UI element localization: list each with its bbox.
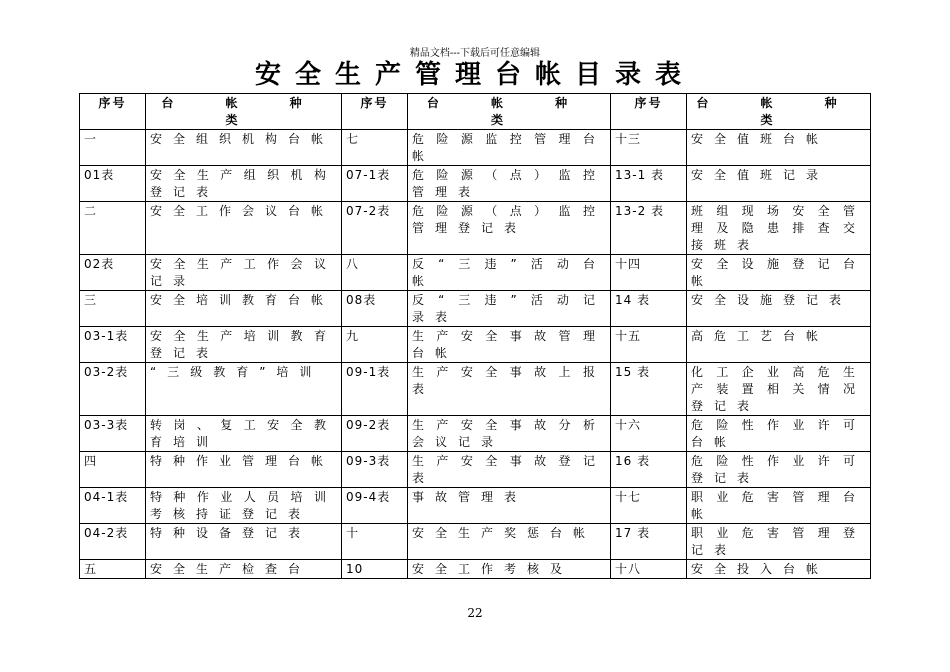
ledger-seq-cell: 四 [80,452,146,488]
ledger-seq-cell: 07-1表 [342,166,408,202]
ledger-name-cell: 安全组织机构台帐 [146,130,342,166]
ledger-seq-cell: 十六 [611,416,687,452]
ledger-seq-cell: 十四 [611,255,687,291]
ledger-name-cell: 安全生产奖惩台帐 [408,524,611,560]
ledger-name-cell: 安全培训教育台帐 [146,291,342,327]
ledger-seq-cell: 08表 [342,291,408,327]
ledger-name-cell: 职业危害管理登记表 [687,524,871,560]
ledger-seq-cell: 十五 [611,327,687,363]
ledger-seq-cell: 04-1表 [80,488,146,524]
ledger-seq-cell: 一 [80,130,146,166]
seq-header: 序号 [611,94,687,130]
table-row [80,452,871,488]
ledger-seq-cell: 十七 [611,488,687,524]
ledger-seq-cell: 七 [342,130,408,166]
name-header: 台 帐 种 类 [146,94,342,130]
ledger-name-cell: 安全工作会议台帐 [146,202,342,255]
header-note: 精品文档---下载后可任意编辑 [409,48,541,59]
ledger-seq-cell: 13-2 表 [611,202,687,255]
ledger-name-cell: 高危工艺台帐 [687,327,871,363]
ledger-name-cell: 特种设备登记表 [146,524,342,560]
ledger-name-cell: 安全设施登记表 [687,291,871,327]
ledger-name-cell: 反“三违”活动台帐 [408,255,611,291]
ledger-name-cell: 生产安全事故分析会议记录 [408,416,611,452]
ledger-seq-cell: 16 表 [611,452,687,488]
table-row [80,416,871,452]
ledger-name-cell: 安全生产工作会议记录 [146,255,342,291]
ledger-name-cell: 特种作业管理台帐 [146,452,342,488]
ledger-name-cell: 安全工作考核及 [408,560,611,579]
ledger-seq-cell: 07-2表 [342,202,408,255]
name-header: 台 帐 种 类 [408,94,611,130]
ledger-name-cell: 生产安全事故登记表 [408,452,611,488]
ledger-name-cell: 危险性作业许可登记表 [687,452,871,488]
ledger-name-cell: 安全生产组织机构登记表 [146,166,342,202]
table-row [80,166,871,202]
ledger-name-cell: 职业危害管理台帐 [687,488,871,524]
name-header: 台 帐 种 类 [687,94,871,130]
ledger-seq-cell: 17 表 [611,524,687,560]
table-row [80,202,871,255]
ledger-seq-cell: 01表 [80,166,146,202]
ledger-seq-cell: 04-2表 [80,524,146,560]
table-row [80,291,871,327]
ledger-name-cell: 生产安全事故上报表 [408,363,611,416]
table-row [80,488,871,524]
table-row [80,560,871,579]
ledger-seq-cell: 八 [342,255,408,291]
ledger-seq-cell: 二 [80,202,146,255]
ledger-name-cell: 安全生产检查台 [146,560,342,579]
seq-header: 序号 [80,94,146,130]
ledger-seq-cell: 10 [342,560,408,579]
ledger-seq-cell: 十三 [611,130,687,166]
ledger-name-cell: 特种作业人员培训考核持证登记表 [146,488,342,524]
ledger-name-cell: 安全值班台帐 [687,130,871,166]
ledger-name-cell: 化工企业高危生产装置相关情况登记表 [687,363,871,416]
ledger-seq-cell: 三 [80,291,146,327]
ledger-seq-cell: 五 [80,560,146,579]
seq-header: 序号 [342,94,408,130]
table-header-row [80,94,871,130]
ledger-name-cell: 危险源（点）监控管理表 [408,166,611,202]
ledger-seq-cell: 13-1 表 [611,166,687,202]
ledger-name-cell: 事故管理表 [408,488,611,524]
ledger-name-cell: 安全生产培训教育登记表 [146,327,342,363]
ledger-seq-cell: 09-1表 [342,363,408,416]
page-number: 22 [467,606,483,620]
ledger-seq-cell: 15 表 [611,363,687,416]
ledger-name-cell: 危险性作业许可台帐 [687,416,871,452]
table-row [80,327,871,363]
ledger-name-cell: 安全设施登记台帐 [687,255,871,291]
ledger-seq-cell: 14 表 [611,291,687,327]
ledger-name-cell: 安全投入台帐 [687,560,871,579]
ledger-seq-cell: 十八 [611,560,687,579]
ledger-name-cell: 安全值班记录 [687,166,871,202]
ledger-seq-cell: 十 [342,524,408,560]
ledger-seq-cell: 03-2表 [80,363,146,416]
ledger-seq-cell: 03-3表 [80,416,146,452]
ledger-seq-cell: 09-4表 [342,488,408,524]
ledger-name-cell: 反“三违”活动记录表 [408,291,611,327]
ledger-name-cell: 生产安全事故管理台帐 [408,327,611,363]
ledger-seq-cell: 02表 [80,255,146,291]
table-row [80,130,871,166]
table-row [80,524,871,560]
ledger-name-cell: 危险源（点）监控管理登记表 [408,202,611,255]
ledger-seq-cell: 09-3表 [342,452,408,488]
ledger-name-cell: “三级教育”培训 [146,363,342,416]
ledger-name-cell: 班组现场安全管理及隐患排查交接班表 [687,202,871,255]
ledger-name-cell: 危险源监控管理台帐 [408,130,611,166]
page-title: 安全生产管理台帐目录表 [254,60,695,90]
ledger-seq-cell: 九 [342,327,408,363]
ledger-seq-cell: 03-1表 [80,327,146,363]
ledger-name-cell: 转岗、复工安全教育培训 [146,416,342,452]
table-row [80,255,871,291]
ledger-catalog-table [79,93,871,579]
ledger-seq-cell: 09-2表 [342,416,408,452]
table-row [80,363,871,416]
